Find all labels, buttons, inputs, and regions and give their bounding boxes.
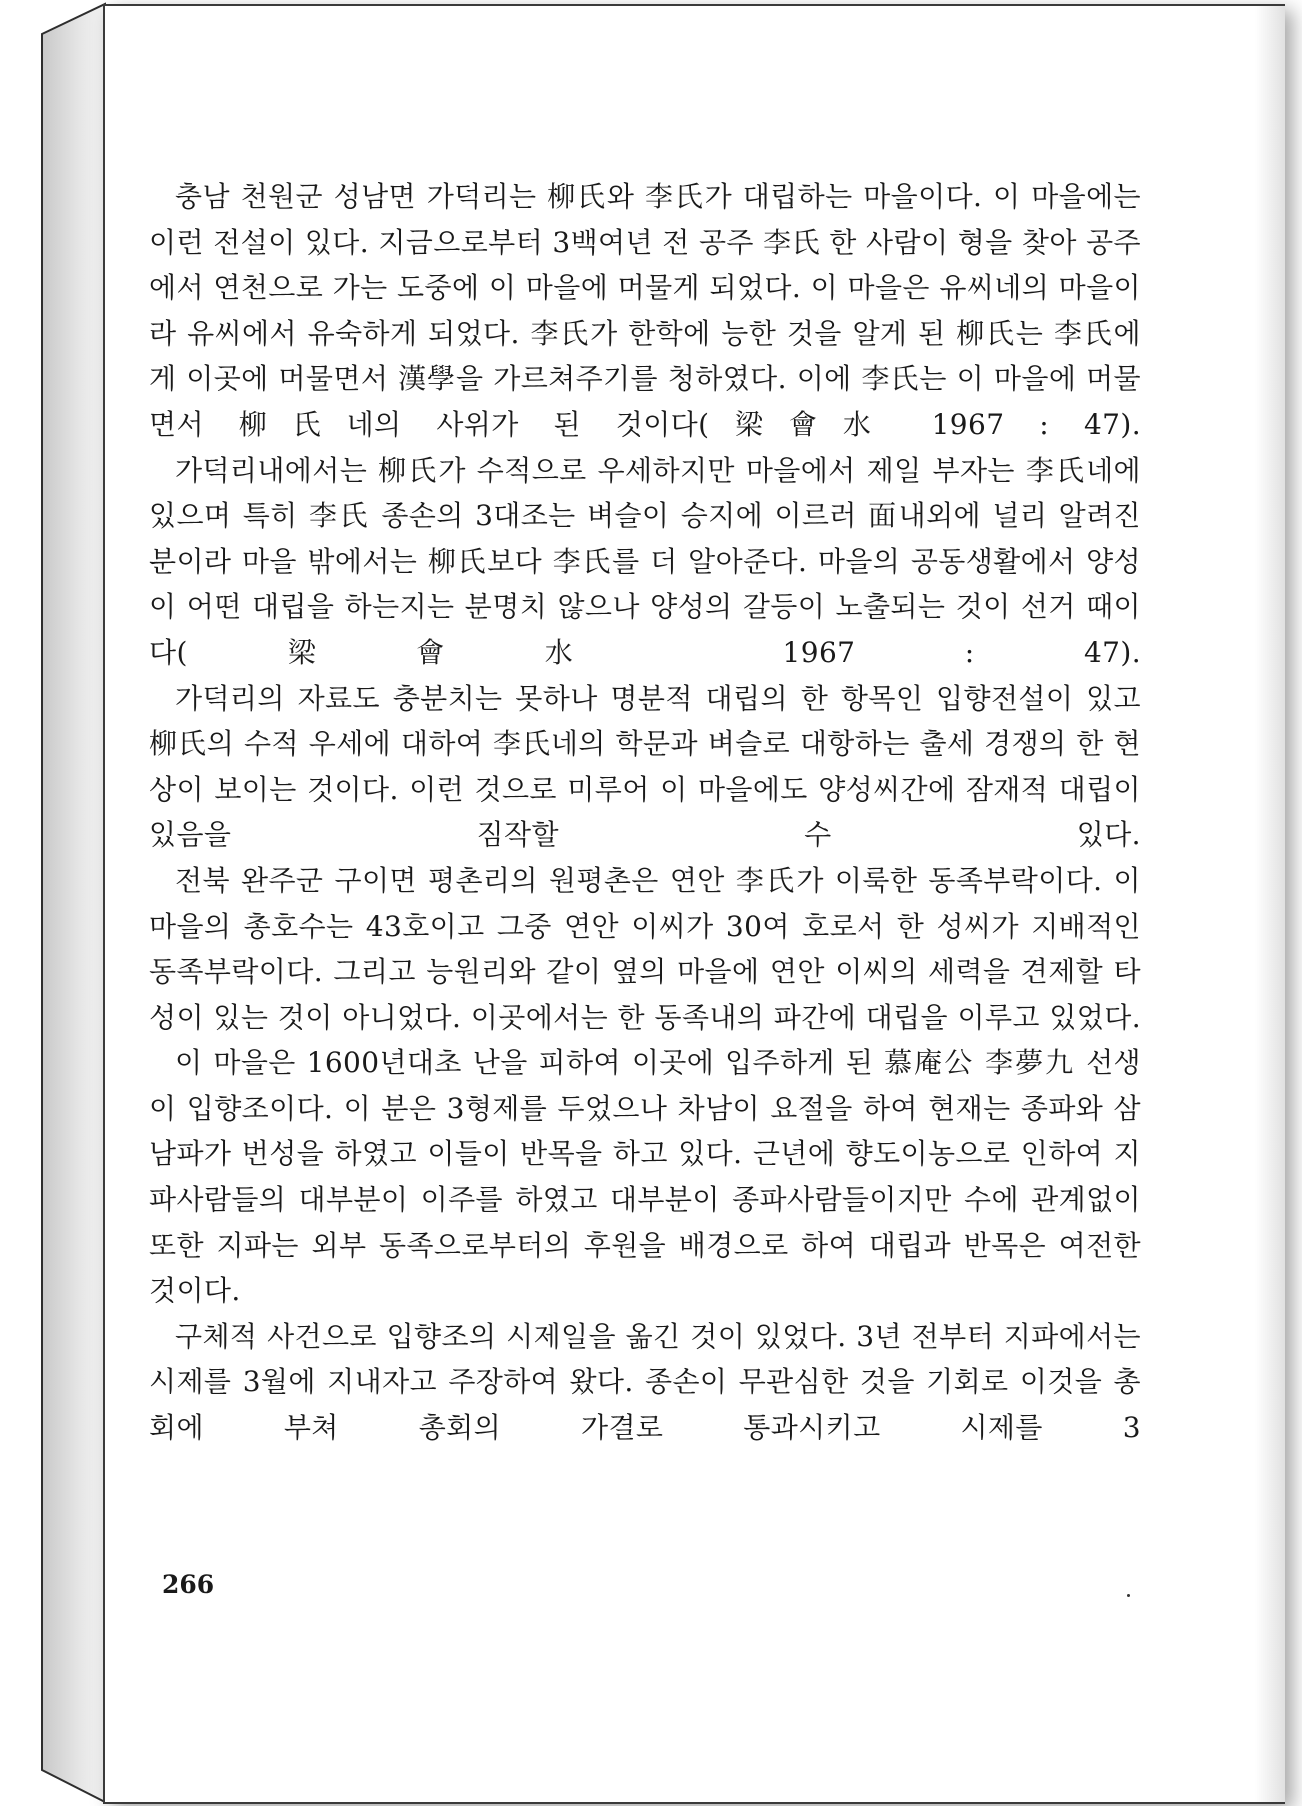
paragraph-3: 가덕리의 자료도 충분치는 못하나 명분적 대립의 한 항목인 입향전설이 있고 柳氏의 수적 우세에 대하여 李氏네의 학문과 벼슬로 대항하는 출세 경쟁의 한 현상이 보이는 것이다. 이런 것으로 미루어 이 마을에도 양성씨간에 잠재적 대립이 있음을 짐작할 수 있다.: [149, 681, 1141, 852]
body-text: [149, 174, 1141, 1451]
stray-ink-mark: [1127, 1594, 1130, 1597]
book-spine: [0, 0, 110, 1806]
page-number: 266: [162, 1570, 215, 1599]
paragraph-5: 이 마을은 1600년대초 난을 피하여 이곳에 입주하게 된 慕庵公 李夢九 선생이 입향조이다. 이 분은 3형제를 두었으나 차남이 요절을 하여 현재는 종파와 삼남파가 번성을 하였고 이들이 반목을 하고 있다. 근년에 향도이농으로 인하여 지파사람들의 대부분이 이주를 하였고 대부분이 종파사람들이지만 수에 관계없이 또한 지파는 외부 동족으로부터의 후원을 배경으로 하여 대립과 반목은 여전한 것이다.: [149, 1046, 1141, 1308]
paragraph-1: 충남 천원군 성남면 가덕리는 柳氏와 李氏가 대립하는 마을이다. 이 마을에는 이런 전설이 있다. 지금으로부터 3백여년 전 공주 李氏 한 사람이 형을 찾아 공주에서 연천으로 가는 도중에 이 마을에 머물게 되었다. 이 마을은 유씨네의 마을이라 유씨에서 유숙하게 되었다. 李氏가 한학에 능한 것을 알게 된 柳氏는 李氏에게 이곳에 머물면서 漢學을 가르쳐주기를 청하였다. 이에 李氏는 이 마을에 머물면서 柳氏네의 사위가 된 것이다(梁會水 1967 : 47).: [149, 180, 1141, 441]
paragraph-4: 전북 완주군 구이면 평촌리의 원평촌은 연안 李氏가 이룩한 동족부락이다. 이 마을의 총호수는 43호이고 그중 연안 이씨가 30여 호로서 한 성씨가 지배적인 동족부락이다. 그리고 능원리와 같이 옆의 마을에 연안 이씨의 세력을 견제할 타성이 있는 것이 아니었다. 이곳에서는 한 동족내의 파간에 대립을 이루고 있었다.: [149, 863, 1141, 1034]
paragraph-6: 구체적 사건으로 입향조의 시제일을 옮긴 것이 있었다. 3년 전부터 지파에서는 시제를 3월에 지내자고 주장하여 왔다. 종손이 무관심한 것을 기회로 이것을 총회에 부쳐 총회의 가결로 통과시키고 시제를 3: [149, 1319, 1141, 1445]
page-edge-shading: [1255, 6, 1285, 1802]
paragraph-2: 가덕리내에서는 柳氏가 수적으로 우세하지만 마을에서 제일 부자는 李氏네에 있으며 특히 李氏 종손의 3대조는 벼슬이 승지에 이르러 面내외에 널리 알려진 분이라 마을 밖에서는 柳氏보다 李氏를 더 알아준다. 마을의 공동생활에서 양성이 어떤 대립을 하는지는 분명치 않으나 양성의 갈등이 노출되는 것이 선거 때이다(梁會水 1967 : 47).: [149, 453, 1141, 669]
